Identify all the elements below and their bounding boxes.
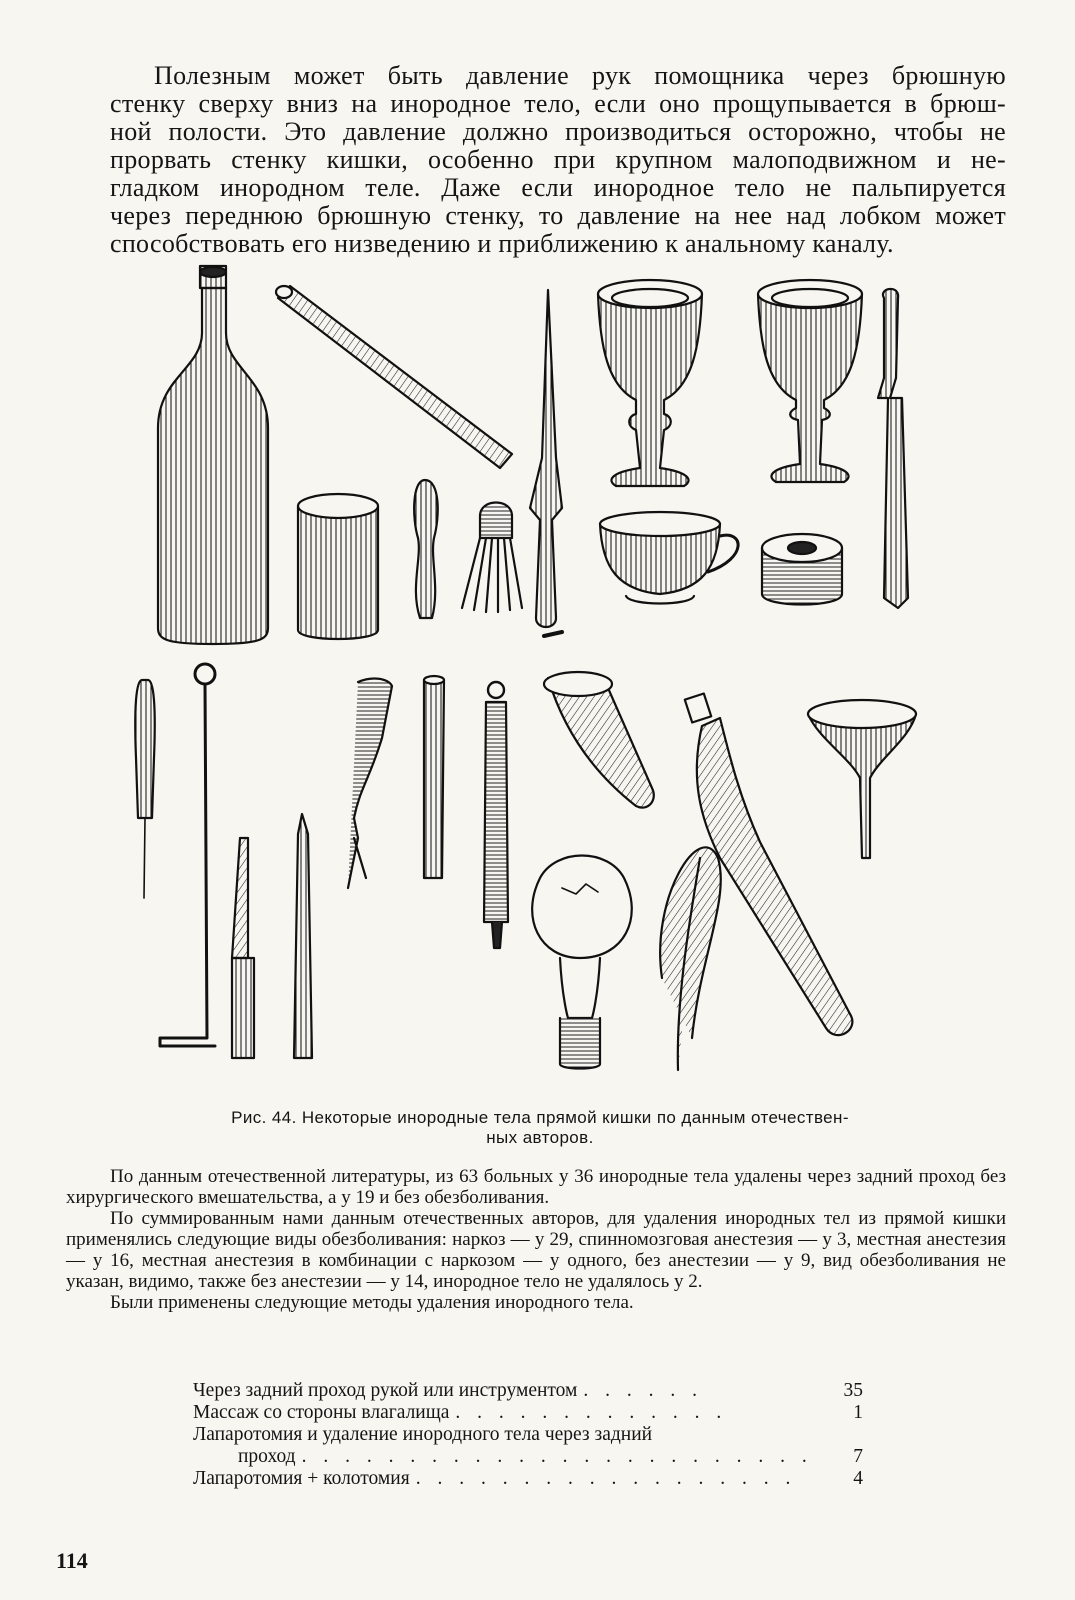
methods-list (193, 1380, 863, 1490)
spool-icon (762, 534, 842, 605)
body-text (66, 1166, 1006, 1313)
method-count: 1 (853, 1402, 863, 1423)
leader-dots: . . . . . . (583, 1380, 704, 1401)
method-row (193, 1380, 863, 1402)
figure-44-illustration (0, 258, 1075, 1098)
thermometer-icon (484, 682, 508, 948)
paragraph: По данным отечественной литературы, из 63 больных у 36 инородные тела удалены через задний проход без хирургического вмешательства, а у 19 и без обезболивания. (66, 1166, 1006, 1208)
top-paragraph (66, 62, 1006, 258)
method-label: Массаж со стороны влагалища (193, 1402, 450, 1423)
method-row (193, 1402, 863, 1424)
method-label: Через задний проход рукой или инструментом (193, 1380, 578, 1401)
caption-line: Рис. 44. Некоторые инородные тела прямой кишки по данным отечествен- (231, 1108, 849, 1127)
knife-icon (232, 838, 254, 1058)
page-number: 114 (56, 1548, 88, 1573)
leader-dots: . . . . . . . . . . . . . . . . . . (415, 1468, 797, 1489)
light-bulb-icon (532, 856, 632, 1069)
method-label: проход (238, 1446, 296, 1467)
teacup-icon (600, 512, 738, 604)
text-line: стенку сверху вниз на инородное тело, если оно прощупывается в брюш- (110, 89, 1006, 118)
bent-strip-icon (660, 847, 721, 1070)
method-label: Лапаротомия и удаление инородного тела через задний (193, 1424, 653, 1445)
method-row (193, 1446, 863, 1468)
tube-icon (276, 286, 512, 468)
goblet-icon (598, 280, 702, 486)
funnel-icon (808, 700, 916, 858)
method-count: 7 (853, 1446, 863, 1467)
method-count: 35 (843, 1380, 863, 1401)
awl-icon (135, 680, 155, 898)
text-line: через переднюю брюшную стенку, то давление на нее над лобком может (110, 201, 1006, 230)
method-count: 4 (853, 1468, 863, 1489)
method-row (193, 1424, 863, 1446)
caption-line: ных авторов. (486, 1128, 594, 1147)
method-row (193, 1468, 863, 1490)
forked-root-icon (348, 679, 392, 888)
glass-jar-icon (298, 494, 378, 639)
bottle-icon (158, 266, 268, 644)
figure-caption (120, 1108, 960, 1148)
text-line: способствовать его низведению и приближению к анальному каналу. (110, 229, 894, 258)
brush-icon (462, 503, 522, 613)
paragraph: По суммированным нами данным отечественных авторов, для удаления инородных тел из прямой кишки применялись следующие виды обезболивания: наркоз — у 29, спинномозговая анестезия — у 3, местная анестезия — у 16, местная анестезия в комбинации с наркозом — у одного, без анестезии — у 9, вид обезболивания не указан, видимо, также без анестезии — у 14, инородное тело не удалялось у 2. (66, 1208, 1006, 1292)
paragraph: Были применены следующие методы удаления инородного тела. (110, 1292, 634, 1313)
short-tube-icon (424, 676, 444, 878)
horn-icon (544, 672, 654, 808)
hook-wire-icon (160, 664, 215, 1046)
method-label: Лапаротомия + колотомия (193, 1468, 410, 1489)
rod-icon (878, 289, 908, 608)
text-line: гладком инородном теле. Даже если инородное тело не пальпируется (110, 173, 1006, 202)
text-line: ной полости. Это давление должно производиться осторожно, чтобы не (110, 117, 1006, 146)
spike-stick-icon (530, 290, 562, 636)
leader-dots: . . . . . . . . . . . . . (455, 1402, 728, 1423)
text-line: Полезным может быть давление рук помощника через брюшную (154, 61, 1006, 90)
leader-dots: . . . . . . . . . . . . . . . . . . . . . . . . (301, 1446, 813, 1467)
wooden-handle-icon (414, 480, 438, 618)
goblet-icon (758, 280, 862, 482)
text-line: прорвать стенку кишки, особенно при крупном малоподвижном и не- (110, 145, 1006, 174)
candle-icon (294, 814, 312, 1058)
